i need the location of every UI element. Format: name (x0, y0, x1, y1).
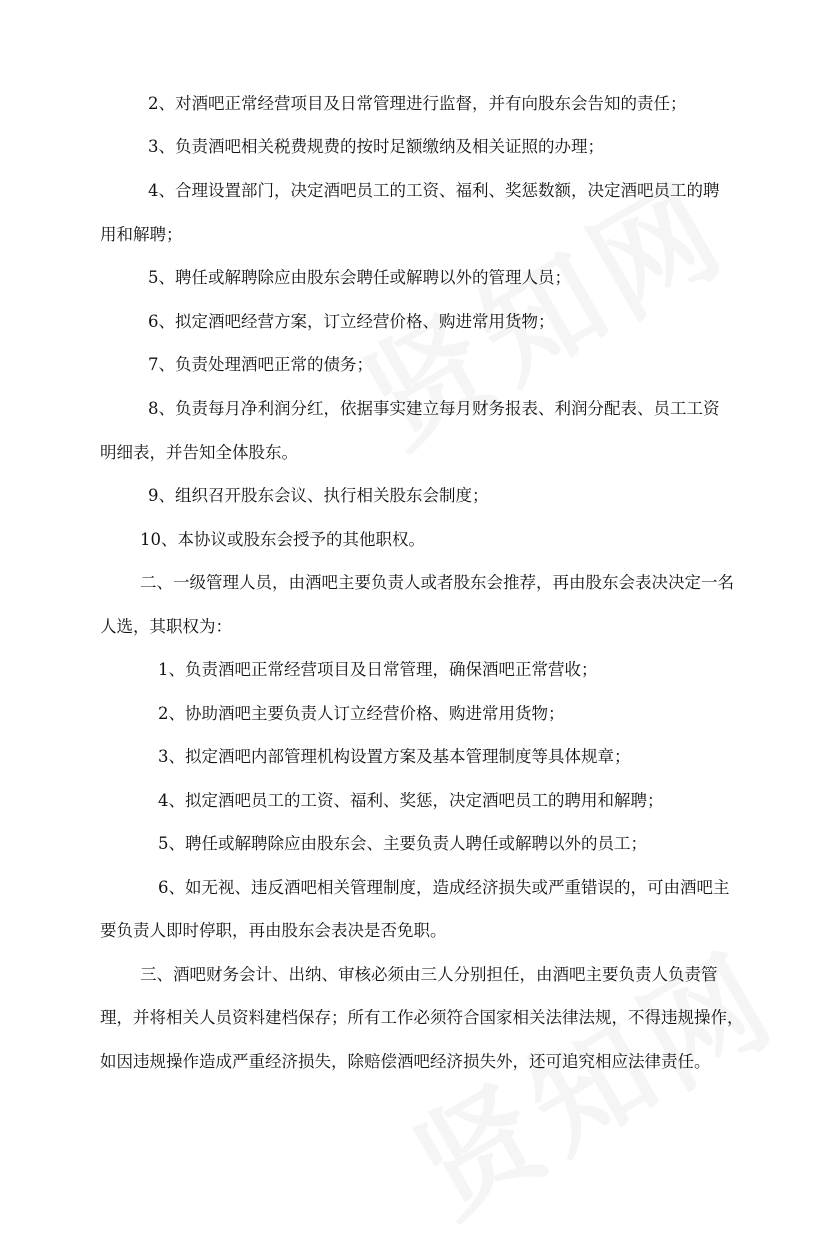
list-item (148, 486, 788, 506)
list-item-continuation (100, 921, 740, 941)
list-item (158, 660, 798, 680)
text-line: 理，并将相关人员资料建档保存；所有工作必须符合国家相关法律法规，不得违规操作， (100, 1008, 744, 1027)
text-line: 明细表，并告知全体股东。 (100, 443, 298, 462)
list-item (148, 399, 788, 419)
text-line: 5、聘任或解聘除应由股东会聘任或解聘以外的管理人员； (148, 268, 571, 287)
text-line: 4、合理设置部门，决定酒吧员工的工资、福利、奖惩数额，决定酒吧员工的聘 (148, 181, 720, 200)
list-item (158, 791, 798, 811)
list-item (158, 747, 798, 767)
text-line: 用和解聘； (100, 225, 183, 244)
list-item (148, 181, 788, 201)
list-item (148, 137, 788, 157)
section-paragraph-continuation (100, 617, 740, 637)
list-item-continuation (100, 443, 740, 463)
text-line: 2、协助酒吧主要负责人订立经营价格、购进常用货物； (158, 704, 565, 723)
section-paragraph-continuation (100, 1008, 744, 1028)
text-line: 9、组织召开股东会议、执行相关股东会制度； (148, 486, 489, 505)
text-line: 人选，其职权为： (100, 617, 232, 636)
text-line: 2、对酒吧正常经营项目及日常管理进行监督，并有向股东会告知的责任； (148, 94, 687, 113)
watermark (380, 905, 804, 1249)
text-line: 5、聘任或解聘除应由股东会、主要负责人聘任或解聘以外的员工； (158, 834, 647, 853)
text-line: 6、如无视、违反酒吧相关管理制度，造成经济损失或严重错误的，可由酒吧主 (158, 878, 730, 897)
text-line: 3、拟定酒吧内部管理机构设置方案及基本管理制度等具体规章； (158, 747, 631, 766)
text-line: 3、负责酒吧相关税费规费的按时足额缴纳及相关证照的办理； (148, 137, 604, 156)
text-line: 10、本协议或股东会授予的其他职权。 (140, 530, 425, 549)
text-line: 8、负责每月净利润分红，依据事实建立每月财务报表、利润分配表、员工工资 (148, 399, 720, 418)
text-line: 6、拟定酒吧经营方案，订立经营价格、购进常用货物； (148, 312, 555, 331)
text-line: 如因违规操作造成严重经济损失，除赔偿酒吧经济损失外，还可追究相应法律责任。 (100, 1052, 711, 1071)
list-item (158, 704, 798, 724)
list-item (158, 834, 798, 854)
list-item (158, 878, 798, 898)
section-paragraph (140, 965, 780, 985)
text-line: 1、负责酒吧正常经营项目及日常管理，确保酒吧正常营收； (158, 660, 598, 679)
list-item (140, 530, 780, 550)
list-item (148, 312, 788, 332)
list-item (148, 268, 788, 288)
text-line: 7、负责处理酒吧正常的债务； (148, 355, 373, 374)
list-item (148, 94, 788, 114)
text-line: 二、一级管理人员，由酒吧主要负责人或者股东会推荐，再由股东会表决决定一名 (140, 573, 734, 592)
text-line: 4、拟定酒吧员工的工资、福利、奖惩，决定酒吧员工的聘用和解聘； (158, 791, 664, 810)
list-item (148, 355, 788, 375)
text-line: 要负责人即时停职，再由股东会表决是否免职。 (100, 921, 447, 940)
section-paragraph (140, 573, 780, 593)
section-paragraph-continuation (100, 1052, 740, 1072)
text-line: 三、酒吧财务会计、出纳、审核必须由三人分别担任，由酒吧主要负责人负责管 (140, 965, 718, 984)
list-item-continuation (100, 225, 740, 245)
